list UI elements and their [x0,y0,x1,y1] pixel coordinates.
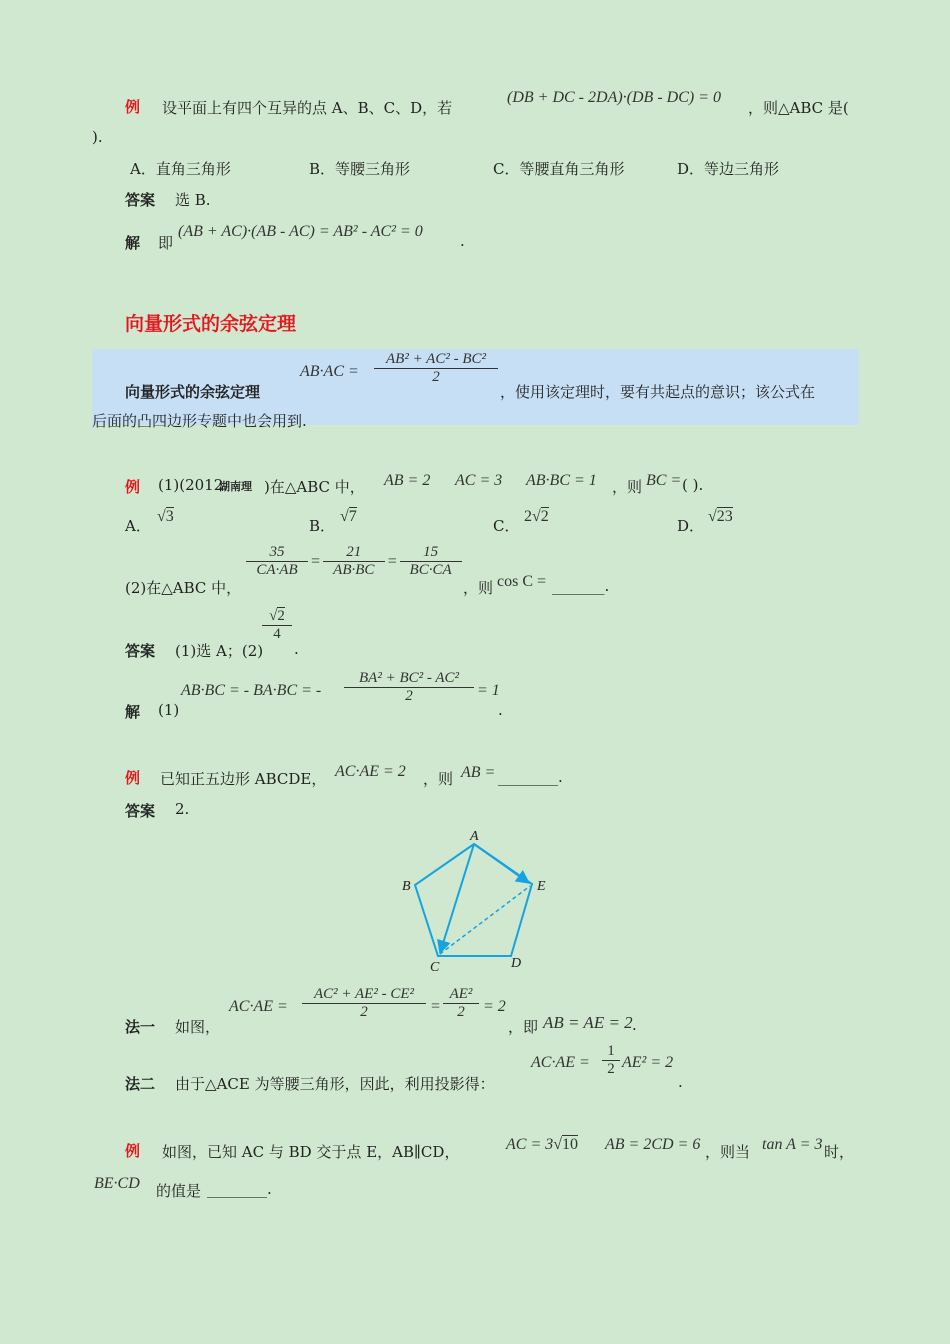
ex3-m2-lhs: AC·AE = [531,1054,590,1071]
ex2-sol-fraction [344,670,474,705]
ex3-m2-text: 由于△ACE 为等腰三角形，因此，利用投影得： [175,1075,495,1093]
ex2-part1-post: ，则 [612,478,643,496]
point-a-label: A [470,829,479,844]
ex2-sol-num: BA² + BC² - AC² [344,670,474,688]
ex2-part2-ask: cos C = [497,573,547,590]
ex2-option-a-value: √3 [157,508,174,525]
ex3-blank: ________. [498,768,563,786]
theorem-text-1: ，使用该定理时，要有共起点的意识；该公式在 [500,383,816,401]
ex2-option-b-radicand: 7 [348,508,357,525]
ex4-stem: 如图，已知 AC 与 BD 交于点 E，AB∥CD， [162,1143,460,1161]
ex2-option-c-value: 2√2 [524,508,549,525]
ex1-stem: 设平面上有四个互异的点 A、B、C、D，若 [162,99,453,117]
ex4-cond2: AB = 2CD = 6 [605,1136,701,1153]
equals-sign: = [310,553,321,570]
ex2-option-c-letter: C． [493,517,520,535]
ex2-cond3: AB·BC = 1 [526,472,597,489]
theorem-lhs: AB·AC = [300,363,359,380]
ex3-m1-den1: 2 [360,1004,368,1020]
ex1-option-d: D．等边三角形 [677,160,780,178]
ex3-m1-rhs: = 2 [483,998,506,1015]
ex4-cond1 [506,1136,578,1154]
ex2-answer-radicand: 2 [277,608,285,624]
ex1-option-a: A．直角三角形 [130,160,231,178]
ex3-m1-post: ，即 [508,1018,539,1036]
ex2-f1-num: 35 [246,544,308,562]
ex3-m1-pre: 如图， [175,1018,221,1036]
ex3-m2-fraction [602,1043,620,1078]
theorem-title: 向量形式的余弦定理 [125,383,261,401]
example-label: 例 [125,478,141,496]
ex2-f2-den: AB·BC [333,562,375,578]
ex2-option-d-radicand: 23 [716,508,733,525]
pentagon-outline [415,844,532,956]
ex3-cond: AC·AE = 2 [335,763,406,780]
ex4-cond1-radicand: 10 [562,1136,579,1153]
ex3-post: ，则 [423,770,454,788]
ex2-option-c-radicand: 2 [540,508,549,525]
ex1-stem-post: ，则△ABC 是( [748,99,849,117]
vector-ac [440,844,474,953]
ex2-fraction-chain [246,544,462,579]
segment-ce [440,886,530,954]
ex3-stem: 已知正五边形 ABCDE， [160,770,327,788]
equals-sign: = [430,998,441,1015]
ex3-m1-den2: 2 [457,1004,465,1020]
ex2-cond2: AC = 3 [455,472,503,489]
ex4-cond3: tan A = 3 [762,1136,823,1153]
ex2-answer-fraction [262,608,292,643]
ex2-sol-pre: (1) [158,701,180,719]
vector-ae [474,844,529,883]
ex2-option-b-letter: B． [309,517,336,535]
ex3-m2-den: 2 [607,1061,615,1077]
ex1-option-b: B．等腰三角形 [309,160,411,178]
ex2-sol-den: 2 [405,688,413,704]
ex3-m1-num2: AE² [443,986,479,1004]
ex1-formula: (DB + DC - 2DA)·(DB - DC) = 0 [507,89,721,106]
ex4-line2-formula: BE·CD [94,1175,140,1192]
ex3-m1-fraction-2 [443,986,479,1021]
ex3-m1-fraction-1 [302,986,426,1021]
ex1-answer: 选 B. [175,191,211,209]
ex1-sol-end: . [460,232,465,250]
ex3-m1-num1: AC² + AE² - CE² [302,986,426,1004]
pentagon-diagram [395,825,555,975]
answer-label: 答案 [125,642,156,660]
ex2-option-d-value: √23 [708,508,733,525]
ex2-f3-num: 15 [400,544,462,562]
answer-label: 答案 [125,191,156,209]
point-e-label: E [537,879,546,894]
theorem-text-2: 后面的凸四边形专题中也会用到. [92,412,307,430]
ex3-answer: 2. [175,800,190,818]
ex3-m2-end: . [678,1073,683,1091]
ex2-part1-pre: (1)(2012 [158,476,224,494]
ex2-paren: ( ). [682,476,704,494]
ex2-option-a-letter: A． [125,517,151,535]
ex2-option-d-letter: D． [677,517,705,535]
ex2-source: 湖南理 [219,480,252,493]
ex4-post: ，则当 [705,1143,751,1161]
example-label: 例 [125,769,141,787]
ex2-f1-den: CA·AB [256,562,298,578]
example-label: 例 [125,1142,141,1160]
equals-sign: = [386,553,398,570]
sqrt-sign: √ [553,1136,563,1153]
ex1-stem-end: ). [92,128,103,146]
ex4-cond1-text: AC = 3 [506,1136,554,1153]
section-title: 向量形式的余弦定理 [125,313,297,335]
answer-label: 答案 [125,802,156,820]
solution-label: 解 [125,703,141,721]
ex1-sol-formula: (AB + AC)·(AB - AC) = AB² - AC² = 0 [178,223,423,240]
ex2-part2-post: ，则 [463,579,494,597]
point-d-label: D [511,956,522,971]
ex2-ask: BC = [646,472,682,489]
theorem-numerator: AB² + AC² - BC² [374,351,498,369]
ex2-part1-mid: )在△ABC 中， [264,478,365,496]
ex2-option-b-value: √7 [340,508,357,525]
point-b-label: B [402,879,411,894]
theorem-denominator: 2 [432,369,440,385]
ex2-answer-num: √2 [262,608,292,626]
ex2-sol-lhs: AB·BC = - BA·BC = - [181,682,322,699]
ex1-sol-pre: 即 [158,234,174,252]
ex3-m2-rhs: AE² = 2 [622,1054,674,1071]
ex3-m1-result: AB = AE = 2 [543,1013,633,1032]
ex2-answer-end: . [294,640,299,658]
solution-label: 解 [125,234,141,252]
ex4-line2-text: 的值是 [156,1182,202,1200]
point-c-label: C [430,960,440,975]
ex2-answer-den: 4 [273,626,281,642]
ex2-part2-pre: (2)在△ABC 中， [125,579,242,597]
ex2-f2-num: 21 [323,544,385,562]
method-2-label: 法二 [125,1075,156,1093]
ex3-ask: AB = [461,764,496,781]
ex2-option-a-radicand: 3 [165,508,174,525]
ex1-option-c: C．等腰直角三角形 [493,160,625,178]
ex2-blank: _______. [552,577,610,595]
ex2-sol-end: . [498,701,503,719]
ex2-option-c-coef: 2 [524,508,532,525]
ex2-answer-pre: (1)选 A；(2) [175,642,264,660]
method-1-label: 法一 [125,1018,156,1036]
ex3-m2-num: 1 [602,1043,620,1061]
ex3-m1-lhs: AC·AE = [229,998,288,1015]
ex2-cond1: AB = 2 [384,472,431,489]
ex2-f3-den: BC·CA [409,562,452,578]
ex4-post2: 时， [824,1143,855,1161]
ex4-blank: ________. [207,1180,272,1198]
ex3-m1-end: . [632,1016,637,1034]
ex2-sol-rhs: = 1 [477,682,500,699]
theorem-fraction [374,351,498,386]
example-label: 例 [125,98,141,116]
